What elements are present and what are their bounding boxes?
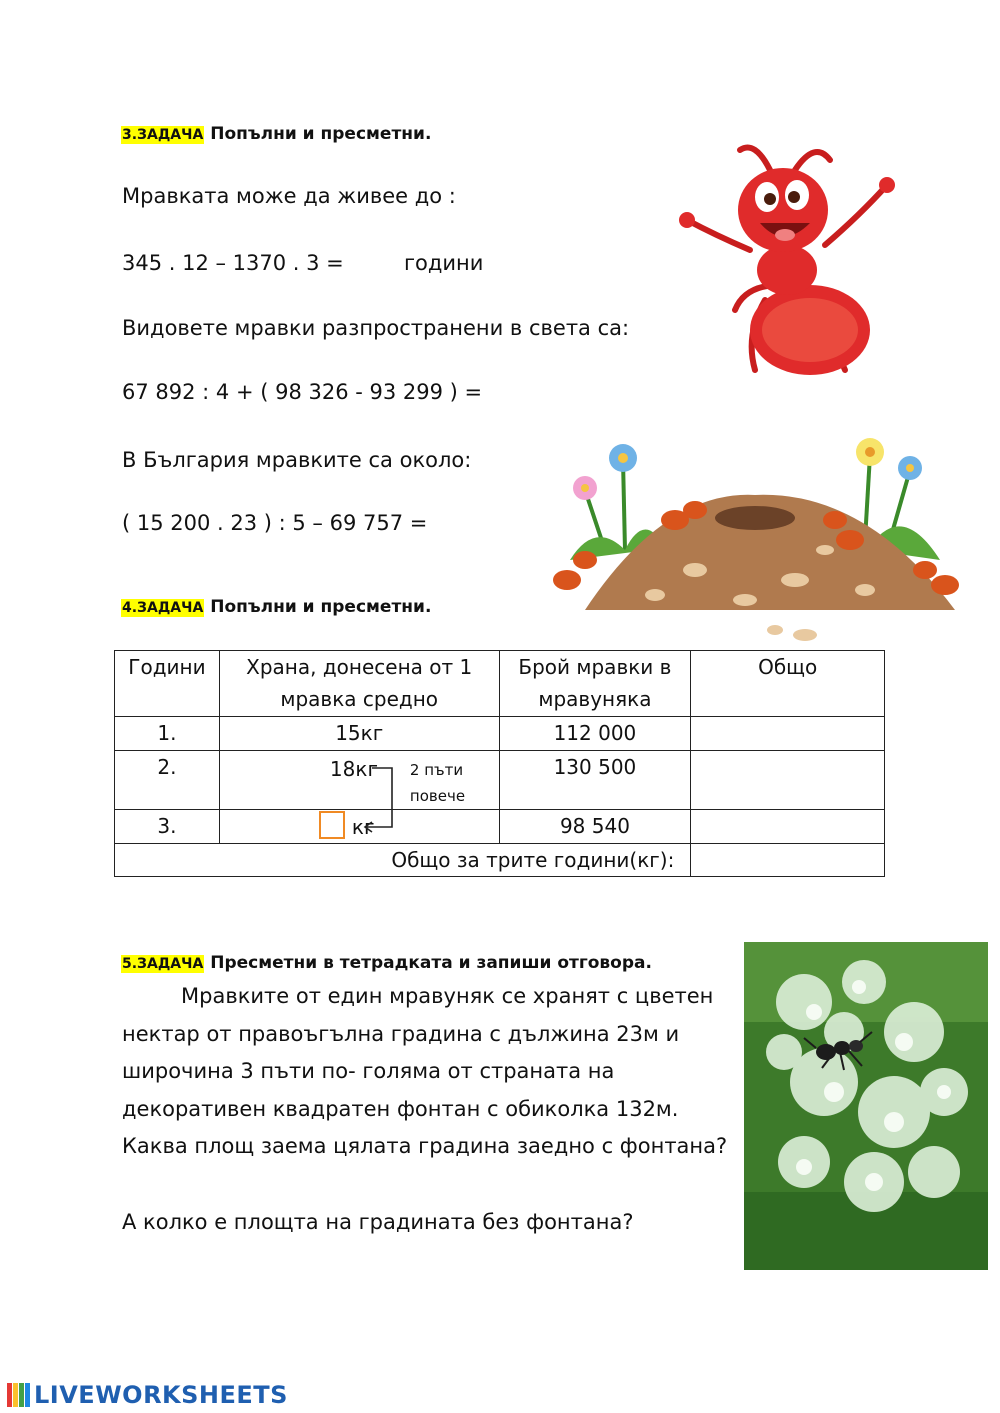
note-times-more: 2 пъти [409,761,464,779]
cell-food: 15кг [219,717,499,751]
table-header-row [115,651,885,717]
cell-total-input[interactable] [691,717,885,751]
header-ants: Брой мравки в мравуняка [499,651,691,717]
task3-line-3: Видовете мравки разпространени в света са: [122,316,630,340]
task4-instruction: Попълни и пресметни. [210,597,432,617]
cell-ants: 112 000 [499,717,691,751]
task3-line-2: 345 . 12 – 1370 . 3 = [122,251,344,275]
task3-unit-years: години [404,251,484,275]
cell-food: 18кг [329,757,378,781]
task3-instruction: Попълни и пресметни. [210,124,432,144]
table-row [115,751,885,810]
task5-instruction: Пресметни в тетрадката и запиши отговора. [210,953,652,973]
task5-para-line: Каква площ заема цялата градина заедно с фонтана? [122,1134,728,1158]
table-footer-row [115,844,885,877]
task3-line-1: Мравката може да живее до : [122,184,456,208]
task3-line-4: 67 892 : 4 + ( 98 326 - 93 299 ) = [122,380,483,404]
task5-label: 5.ЗАДАЧА [122,956,204,972]
footer-total-label: Общо за трите години(кг): [115,844,691,877]
footer-total-input[interactable] [691,844,885,877]
arrow-connector-icon [360,760,420,835]
cell-year: 3. [115,810,220,844]
task5-heading [121,953,652,973]
cell-ants: 98 540 [499,810,691,844]
answer-box[interactable] [319,811,345,839]
header-total: Общо [691,651,885,717]
task5-para-line: декоративен квадратен фонтан с обиколка 132м. [122,1096,679,1121]
anthill-illustration [545,430,975,645]
cell-year: 2. [115,751,220,810]
flower-ant-photo [744,942,988,1270]
table-row [115,810,885,844]
footer-logo[interactable] [6,1381,288,1409]
header-years: Години [115,651,220,717]
task3-label: 3.ЗАДАЧА [122,127,204,143]
cell-ants: 130 500 [499,751,691,810]
liveworksheets-logo-icon [6,1381,32,1409]
task3-heading [121,124,431,144]
task3-line-6: ( 15 200 . 23 ) : 5 – 69 757 = [122,511,428,535]
table-row [115,717,885,751]
red-ant-illustration [675,135,895,385]
task5-paragraph [122,978,742,1166]
task4-heading [121,597,431,617]
task3-line-5: В България мравките са около: [122,448,472,472]
task5-para-line: Мравките от един мравуняк се хранят с цветен [181,984,714,1008]
note-more: повече [409,787,466,805]
cell-total-input[interactable] [691,751,885,810]
header-food: Храна, донесена от 1 мравка средно [219,651,499,717]
task4-label: 4.ЗАДАЧА [122,600,204,616]
task5-para-line: широчина 3 пъти по- голяма от страната на [122,1059,615,1083]
cell-year: 1. [115,717,220,751]
cell-total-input[interactable] [691,810,885,844]
food-table [114,650,885,877]
task5-question-2: А колко е площта на градината без фонтана? [122,1210,634,1234]
task5-para-line: нектар от правоъгълна градина с дължина 23м и [122,1021,680,1046]
cell-food-unit: кг [351,815,375,839]
brand-name: LIVEWORKSHEETS [34,1381,288,1409]
